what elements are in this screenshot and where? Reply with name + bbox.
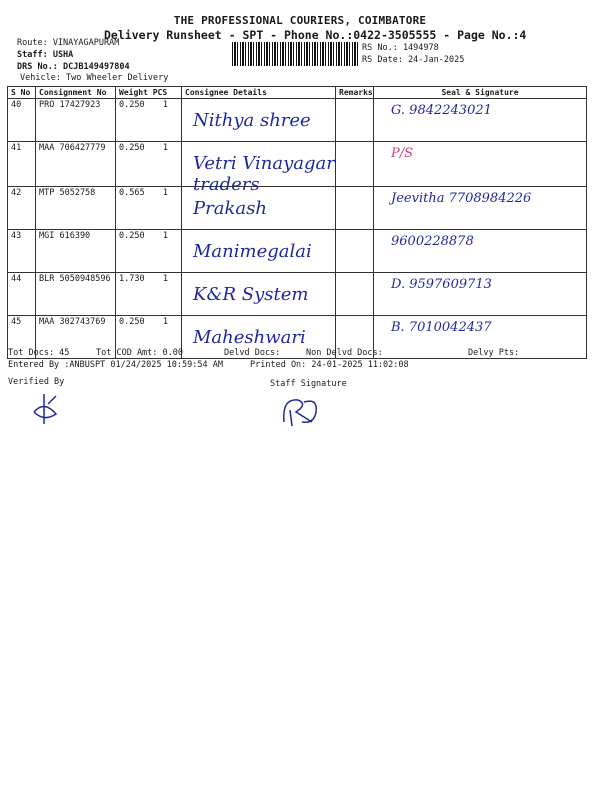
row-consignee: Nithya shree xyxy=(182,99,336,142)
verifier-signature xyxy=(30,392,60,426)
row-remarks xyxy=(336,142,374,187)
row-sno: 45 xyxy=(8,316,36,359)
total-cod: Tot COD Amt: 0.00 xyxy=(96,348,183,358)
col-consignee: Consignee Details xyxy=(182,87,336,99)
row-seal-signature: Jeevitha 7708984226 xyxy=(374,187,587,230)
row-consignee: Prakash xyxy=(182,187,336,230)
table-row xyxy=(8,99,587,142)
delivered-docs: Delvd Docs: xyxy=(224,348,281,358)
row-sno: 40 xyxy=(8,99,36,142)
row-consignment-no: PRO 17427923 xyxy=(36,99,116,142)
table-row xyxy=(8,273,587,316)
col-sno: S No xyxy=(8,87,36,99)
total-docs: Tot Docs: 45 xyxy=(8,348,70,358)
table-header-row xyxy=(8,87,587,99)
row-consignee: Vetri Vinayagar traders xyxy=(182,142,336,187)
col-consignment: Consignment No xyxy=(36,87,116,99)
row-pcs: 1 xyxy=(162,317,168,327)
row-seal-signature: G. 9842243021 xyxy=(374,99,587,142)
verified-by-label: Verified By xyxy=(8,377,65,387)
table-row xyxy=(8,230,587,273)
row-sno: 44 xyxy=(8,273,36,316)
row-pcs: 1 xyxy=(162,231,168,241)
rs-number: RS No.: 1494978 xyxy=(362,43,439,53)
runsheet-subtitle: Delivery Runsheet - SPT - Phone No.:0422-3505555 - Page No.:4 xyxy=(104,28,527,42)
row-sno: 41 xyxy=(8,142,36,187)
staff-label: Staff: USHA xyxy=(17,50,74,60)
row-consignee: K&R System xyxy=(182,273,336,316)
row-pcs: 1 xyxy=(162,100,168,110)
row-consignment-no: MTP 5052758 xyxy=(36,187,116,230)
staff-signature-mark xyxy=(278,392,328,428)
vehicle-label: Vehicle: Two Wheeler Delivery xyxy=(20,73,169,83)
entered-by: Entered By :ANBUSPT 01/24/2025 10:59:54 AM xyxy=(8,360,223,370)
drs-number: DRS No.: DCJB149497804 xyxy=(17,62,130,72)
row-weight: 0.250 1 xyxy=(116,142,182,187)
row-consignment-no: BLR 5050948596 xyxy=(36,273,116,316)
col-seal: Seal & Signature xyxy=(374,87,587,99)
barcode-image xyxy=(232,42,360,66)
row-seal-signature: D. 9597609713 xyxy=(374,273,587,316)
row-weight: 0.565 1 xyxy=(116,187,182,230)
company-title: THE PROFESSIONAL COURIERS, COIMBATORE xyxy=(173,14,427,27)
row-pcs: 1 xyxy=(162,143,168,153)
row-remarks xyxy=(336,273,374,316)
row-seal-signature: B. 7010042437 xyxy=(374,316,587,359)
row-consignee: Maheshwari xyxy=(182,316,336,359)
col-remarks: Remarks xyxy=(336,87,374,99)
col-weight-pcs: Weight PCS xyxy=(116,87,182,99)
row-remarks xyxy=(336,99,374,142)
row-consignee: Manimegalai xyxy=(182,230,336,273)
staff-signature-label: Staff Signature xyxy=(270,379,347,389)
table-row xyxy=(8,142,587,187)
row-remarks xyxy=(336,230,374,273)
rs-date: RS Date: 24-Jan-2025 xyxy=(362,55,465,65)
row-consignment-no: MAA 706427779 xyxy=(36,142,116,187)
route-label: Route: VINAYAGAPURAM xyxy=(17,38,120,48)
printed-on: Printed On: 24-01-2025 11:02:08 xyxy=(250,360,409,370)
non-delivered-docs: Non Delvd Docs: xyxy=(306,348,383,358)
row-pcs: 1 xyxy=(162,188,168,198)
row-sno: 43 xyxy=(8,230,36,273)
row-consignment-no: MGI 616390 xyxy=(36,230,116,273)
row-pcs: 1 xyxy=(162,274,168,284)
row-sno: 42 xyxy=(8,187,36,230)
row-seal-signature: P/S xyxy=(374,142,587,187)
row-seal-signature: 9600228878 xyxy=(374,230,587,273)
row-weight: 0.250 1 xyxy=(116,230,182,273)
row-remarks xyxy=(336,187,374,230)
row-weight: 1.730 1 xyxy=(116,273,182,316)
row-weight: 0.250 1 xyxy=(116,99,182,142)
row-weight: 0.250 1 xyxy=(116,316,182,359)
row-consignment-no: MAA 302743769 xyxy=(36,316,116,359)
runsheet-table xyxy=(7,86,587,359)
delivery-points: Delvy Pts: xyxy=(468,348,520,358)
